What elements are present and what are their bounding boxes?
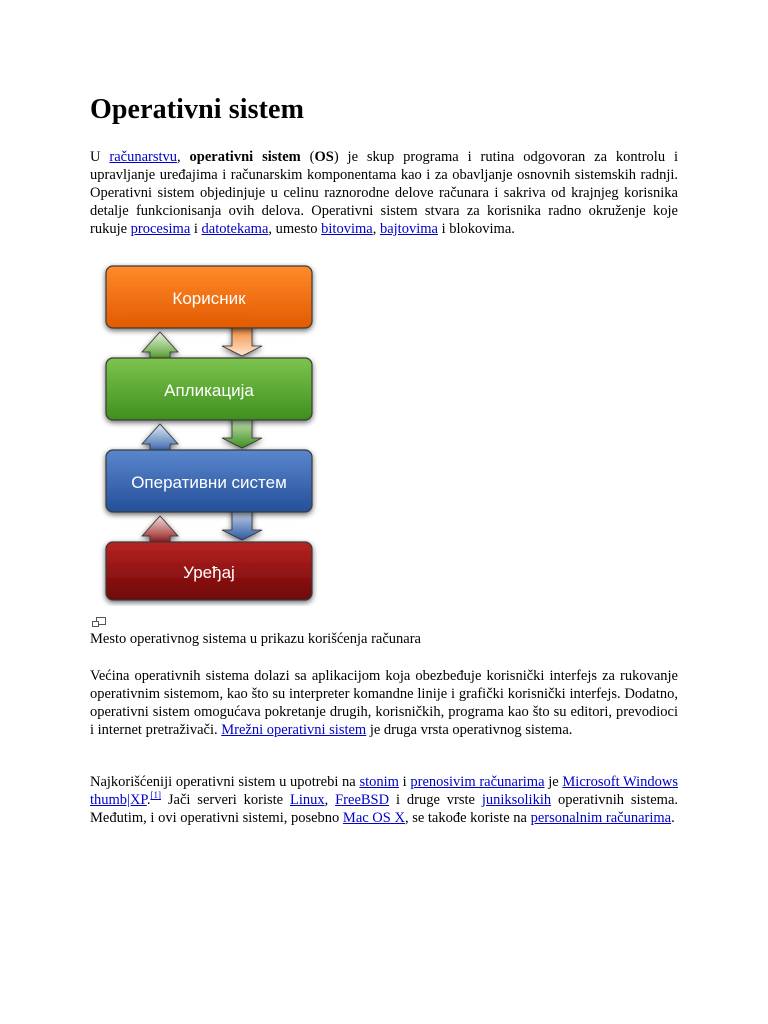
arrow-up-icon (142, 424, 178, 452)
text: ) je skup programa i rutina odgovoran za kontrolu i upravljanje uređajima i računarskim komponentama kao i za obavljanje osnovnih sistemskih radnji. Operativni sistem objedinjuje u celinu raznorodne delove računara i sakriva od krajnjeg korisnika detalje funkcionisanja ovih delova. Operativni sistem stvara za korisnika radno okruženje koje rukuje (90, 149, 678, 237)
link-juniksolikih[interactable]: juniksolikih (481, 792, 552, 808)
layer-label-os: Оперативни систем (131, 473, 287, 492)
link-stonim[interactable]: stonim (359, 774, 399, 790)
paragraph-usage (90, 773, 678, 827)
link-procesima[interactable]: procesima (130, 221, 191, 237)
text: Najkorišćeniji operativni sistem u upotrebi na (90, 774, 360, 790)
link-bitovima[interactable]: bitovima (321, 221, 373, 237)
layer-label-aplikacija: Апликација (164, 381, 254, 400)
figure-caption: Mesto operativnog sistema u prikazu korišćenja računara (90, 631, 421, 647)
link-racunarstvo[interactable]: računarstvu (109, 149, 178, 165)
text: i blokovima. (437, 221, 515, 237)
text: . (671, 810, 675, 826)
link-prenosivim-racunarima[interactable]: prenosivim računarima (410, 774, 545, 790)
text: i (190, 221, 202, 237)
link-linux[interactable]: Linux (289, 792, 325, 808)
text: je (544, 774, 563, 790)
text: operativnih sistema. Međutim, i ovi operativni sistemi, posebno (90, 792, 679, 826)
text: Većina operativnih sistema dolazi sa aplikacijom koja obezbeđuje korisnički interfejs za rukovanje operativnim sistemom, kao što su interpreter komandne linije i grafički korisnički interfejs. Dodatno, operativni sistem omogućava pokretanje drugih, korisničkih, programa kao što su editori, prevodioci i internet pretraživači. (90, 668, 678, 738)
link-mac-os-x[interactable]: Mac OS X (342, 810, 405, 826)
os-layer-diagram (98, 262, 320, 606)
text: . (146, 792, 151, 808)
text: ( (300, 149, 315, 165)
text: , (372, 221, 380, 237)
link-bajtovima[interactable]: bajtovima (379, 221, 438, 237)
arrow-up-icon (142, 516, 178, 544)
enlarge-icon[interactable] (92, 617, 106, 629)
text: , (177, 149, 190, 165)
link-mrezni-os[interactable]: Mrežni operativni sistem (221, 722, 367, 738)
layer-label-uredjaj: Уређај (183, 563, 235, 582)
page-title: Operativni sistem (90, 94, 305, 125)
bold-term-os: operativni sistem (189, 149, 301, 165)
text: i druge vrste (389, 792, 482, 808)
link-microsoft-windows[interactable]: Microsoft Windows (562, 774, 679, 790)
arrow-up-icon (142, 332, 178, 360)
text: , se takođe koriste na (404, 810, 531, 826)
layer-label-korisnik: Корисник (172, 289, 246, 308)
link-thumb-xp[interactable]: thumb|XP (90, 792, 147, 808)
link-datotekama[interactable]: datotekama (201, 221, 269, 237)
link-freebsd[interactable]: FreeBSD (335, 792, 390, 808)
text: je druga vrsta operativnog sistema. (366, 722, 573, 738)
paragraph-interfaces (90, 667, 678, 739)
link-personalnim-racunarima[interactable]: personalnim računarima (530, 810, 672, 826)
intro-paragraph (90, 148, 678, 238)
bold-term-os-abbr: OS (314, 149, 334, 165)
text: , (324, 792, 336, 808)
text: Jači serveri koriste (161, 792, 290, 808)
text: U (90, 149, 110, 165)
text: i (398, 774, 411, 790)
reference-link[interactable]: [1] (150, 790, 162, 801)
text: , umesto (268, 221, 322, 237)
